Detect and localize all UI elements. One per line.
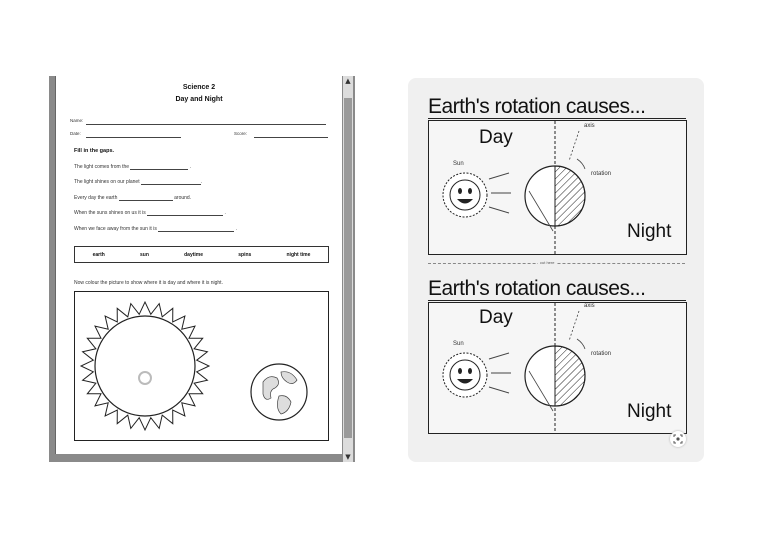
vertical-scrollbar[interactable]	[343, 76, 353, 462]
rotation-diagram-top	[429, 121, 686, 254]
earth-illustration	[251, 364, 307, 420]
poster-image-card[interactable]	[408, 78, 704, 462]
night-label: Night	[627, 401, 672, 422]
worksheet-subtitle: Day and Night	[175, 96, 223, 103]
word-bank-item: daytime	[184, 251, 204, 258]
poster-panel-top	[428, 120, 687, 255]
cut-line	[428, 263, 685, 264]
question-1: The light comes from the .	[74, 164, 192, 170]
word-bank-item: sun	[140, 251, 149, 258]
colour-instruction: Now colour the picture to show where it is day and where it is night.	[74, 280, 223, 286]
smiling-sun-icon	[443, 353, 487, 397]
word-bank-item: earth	[92, 251, 105, 258]
poster-title-top: Earth's rotation causes...	[428, 96, 686, 119]
word-bank-item: night time	[286, 251, 311, 258]
cut-here-label: cut here	[540, 260, 555, 265]
name-label: Name:	[70, 118, 84, 123]
date-line	[86, 137, 181, 138]
rotation-label: rotation	[591, 171, 612, 177]
rotation-diagram-bottom	[429, 303, 686, 433]
scrollbar-thumb[interactable]	[344, 98, 352, 438]
visual-search-icon[interactable]	[670, 431, 686, 447]
word-bank	[74, 246, 329, 263]
question-3: Every day the earth around.	[74, 195, 192, 201]
sun-label: Sun	[453, 341, 464, 347]
score-line	[254, 137, 328, 138]
question-2: The light shines on our planet .	[74, 179, 203, 185]
poster-title-bottom: Earth's rotation causes...	[428, 278, 686, 301]
worksheet-title: Science 2	[182, 84, 216, 91]
day-label: Day	[479, 127, 513, 148]
question-4: When the suns shines on us it is .	[74, 210, 226, 216]
sun-illustration	[81, 302, 209, 430]
smiling-sun-icon	[443, 173, 487, 217]
day-label: Day	[479, 307, 513, 328]
poster-panel-bottom	[428, 302, 687, 434]
colouring-box	[74, 291, 329, 441]
triangle-up-icon[interactable]: ▲	[345, 77, 351, 85]
worksheet-page	[55, 76, 342, 454]
question-5: When we face away from the sun it is .	[74, 226, 237, 232]
word-bank-item: spins	[238, 251, 252, 258]
night-label: Night	[627, 221, 672, 242]
document-viewer[interactable]	[49, 76, 355, 462]
date-label: Date:	[70, 131, 81, 136]
rotation-label: rotation	[591, 351, 612, 357]
sun-earth-drawing	[75, 292, 328, 440]
sun-label: Sun	[453, 161, 464, 167]
name-line	[86, 124, 326, 125]
axis-label: axis	[584, 123, 595, 129]
score-label: Score:	[234, 131, 248, 136]
triangle-down-icon[interactable]: ▼	[345, 453, 351, 461]
axis-label: axis	[584, 303, 595, 309]
fill-gaps-heading: Fill in the gaps.	[74, 148, 115, 154]
